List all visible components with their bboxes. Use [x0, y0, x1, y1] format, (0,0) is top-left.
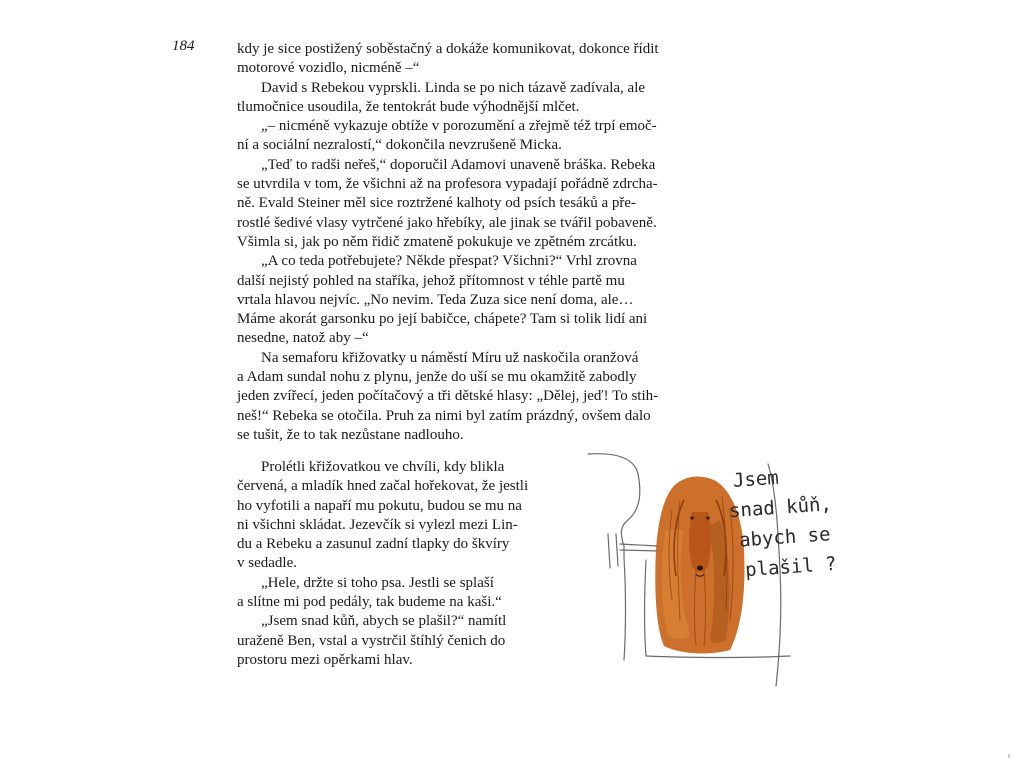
paragraph: David s Rebekou vyprskli. Linda se po nich tázavě zadívala, ale tlumočnice usoudila, že tentokrát bude výhodnější mlčet. [237, 79, 646, 115]
dog-eye-right [706, 516, 709, 519]
handwriting-line: plašil ? [744, 552, 838, 582]
dog-nose [697, 566, 703, 571]
seat-back [645, 560, 647, 656]
text-column-bottom [237, 458, 567, 670]
paragraph: „Hele, držte si toho psa. Jestli se splaší a slítne mi pod pedály, tak budeme na kaši.“ [237, 574, 502, 611]
paragraph: Na semaforu křižovatky u náměstí Míru už naskočila oranžová a Adam sundal nohu z plynu, jenže do uší se mu okamžitě zabodly jeden zvířecí, jeden počítačový a tři dětské hlasy: „Dělej, jeď! To stih- neš!“ Rebeka se otočila. Pruh za nimi byl zatím prázdný, ovšem dalo se tušit, že to tak nezůstane nadlouho. [237, 349, 659, 443]
seat-outline [588, 454, 640, 660]
page-number: 184 [172, 38, 195, 54]
headrest-line [620, 544, 658, 546]
seat-edge [608, 534, 610, 568]
paragraph: Prolétli křižovatkou ve chvíli, kdy blikla červená, a mladík hned začal hořekovat, že jestli ho vyfotili a napaří mu pokutu, budou se mu na ni všichni skládat. Jezevčík si vylezl mezi Lin- du a Rebeku a zasunul zadní tlapky do škvíry v sedadle. [237, 459, 529, 572]
handwriting-line: snad kůň, [728, 493, 833, 523]
handwriting-line: abych se [738, 523, 832, 552]
dog-snout [689, 512, 711, 572]
handwriting-line: Jsem [732, 466, 780, 492]
headrest-line-2 [620, 550, 660, 551]
text-column-top [237, 40, 715, 445]
paragraph: „Jsem snad kůň, abych se plašil?“ namítl uraženě Ben, vstal a vystrčil štíhlý čenich do prostoru mezi opěrkami hlav. [237, 613, 507, 668]
page-corner-mark [1008, 754, 1010, 758]
paragraph: „Teď to radši neřeš,“ doporučil Adamovi unaveně bráška. Rebeka se utvrdila v tom, že všichni až na profesora vypadají pořádně zdrcha- ně. Evald Steiner měl sice roztržené kalhoty od psích tesáků a pře- rostlé šedivé vlasy vytrčené jako hřebíky, ale jinak se tvářil pobaveně. Všimla si, jak po něm řidič zmateně pokukuje ve zpětném zrcátku. [237, 156, 658, 250]
paragraph: „A co teda potřebujete? Někde přespat? Všichni?“ Vrhl zrovna další nejistý pohled na staříka, jehož přítomnost v téhle partě mu vrtala hlavou nejvíc. „No nevim. Teda Zuza sice není doma, ale… Máme akorát garsonku po její babičce, chápete? Tam si tolik lidí ani nesedne, natož aby –“ [237, 253, 648, 347]
dog-eye-left [690, 516, 693, 519]
paragraph: kdy je sice postižený soběstačný a dokáže komunikovat, dokonce řídit motorové vozidlo, nicméně –“ [237, 41, 659, 77]
seat-edge-2 [616, 534, 618, 566]
floor-line [646, 656, 790, 658]
paragraph: „– nicméně vykazuje obtíže v porozumění a zřejmě též trpí emoč- ní a sociální nezralostí,“ dokončila nevzrušeně Micka. [237, 118, 657, 154]
dog-speech-handwriting [726, 458, 854, 586]
